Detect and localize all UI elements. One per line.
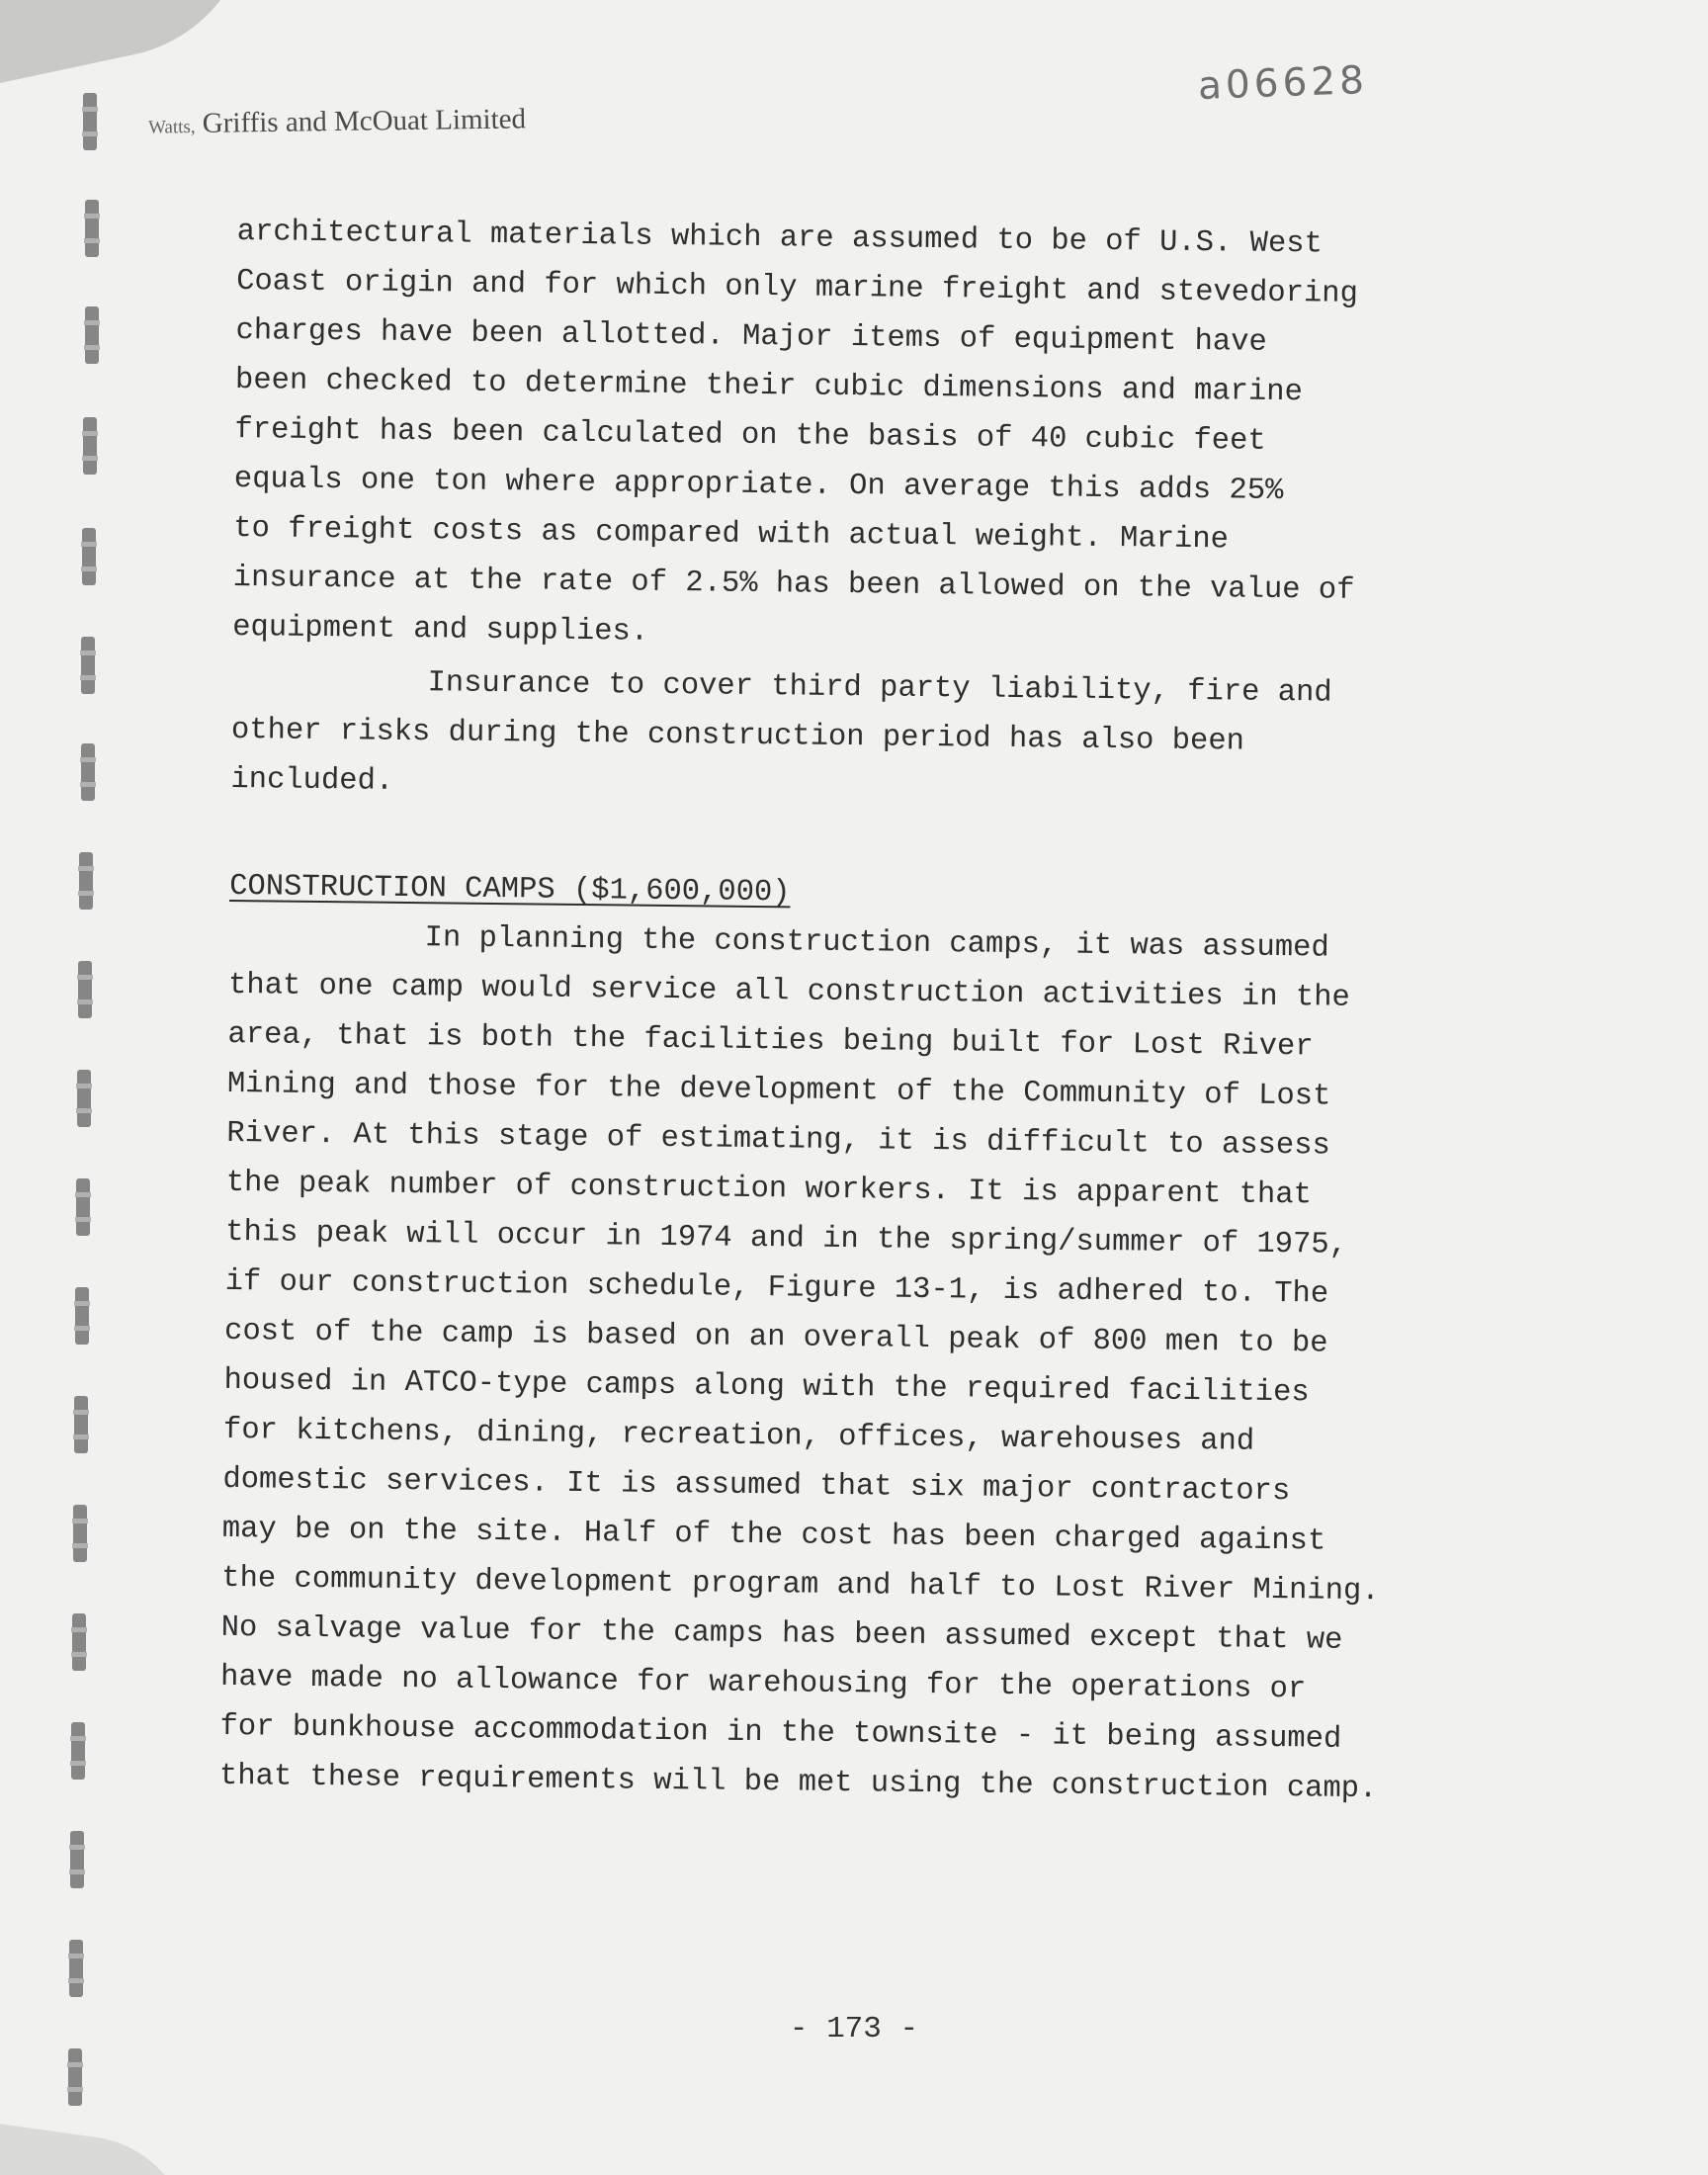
binding-hole	[69, 1940, 83, 1997]
paragraph-line: Mining and those for the development of the Community of Lost	[226, 1067, 1331, 1114]
binding-hole	[83, 417, 97, 475]
paragraph-line: In planning the construction camps, it was assumed	[424, 921, 1329, 966]
paragraph-line: that these requirements will be met using the construction camp.	[218, 1759, 1378, 1807]
paragraph-line: the peak number of construction workers. It is apparent that	[225, 1166, 1313, 1213]
binding-hole	[70, 1831, 84, 1888]
paragraph-line: cost of the camp is based on an overall peak of 800 men to be	[223, 1314, 1328, 1361]
document-number: a06628	[1197, 58, 1369, 109]
paragraph-line: for kitchens, dining, recreation, offices, warehouses and	[222, 1413, 1255, 1459]
paragraph-line: other risks during the construction period has also been	[230, 713, 1245, 759]
paragraph-line: insurance at the rate of 2.5% has been allowed on the value of	[232, 561, 1355, 608]
paragraph-construction-camps	[219, 912, 1514, 1816]
letterhead-prefix: Watts,	[147, 117, 196, 138]
binding-hole	[74, 1396, 88, 1453]
paragraph-line: area, that is both the facilities being built for Lost River	[227, 1017, 1314, 1065]
paragraph-insurance	[230, 656, 1517, 820]
paragraph-line: freight has been calculated on the basis of 40 cubic feet	[234, 412, 1266, 459]
paragraph-line: the community development program and half to Lost River Mining.	[221, 1561, 1380, 1610]
letterhead-company-name: Griffis and McOuat Limited	[202, 103, 527, 139]
binding-hole	[79, 852, 93, 910]
paragraph-line: to freight costs as compared with actual weight. Marine	[233, 511, 1230, 558]
binding-hole	[85, 200, 99, 257]
paragraph-line: for bunkhouse accommodation in the townsite - it being assumed	[219, 1709, 1342, 1757]
binding-hole	[81, 743, 95, 801]
paragraph-line: Insurance to cover third party liability, fire and	[427, 666, 1332, 711]
document-body	[219, 208, 1522, 1816]
page-number: - 173 -	[789, 2012, 919, 2046]
paragraph-line: equipment and supplies.	[231, 610, 649, 650]
paragraph-line: this peak will occur in 1974 and in the spring/summer of 1975,	[225, 1215, 1348, 1262]
binding-hole	[83, 93, 97, 150]
paragraph-line: been checked to determine their cubic dimensions and marine	[234, 363, 1304, 410]
paragraph-line: that one camp would service all construction activities in the	[227, 968, 1350, 1015]
paragraph-line: equals one ton where appropriate. On average this adds 25%	[233, 462, 1284, 509]
binding-hole	[73, 1505, 87, 1562]
binding-hole	[75, 1287, 89, 1345]
binding-hole	[68, 2048, 82, 2106]
binding-hole	[77, 1070, 91, 1127]
binding-hole	[81, 637, 95, 694]
binding-hole	[76, 1178, 90, 1236]
section-heading: CONSTRUCTION CAMPS ($1,600,000)	[229, 869, 791, 911]
paragraph-line: domestic services. It is assumed that six major contractors	[222, 1462, 1291, 1510]
paragraph-line: charges have been allotted. Major items of equipment have	[235, 313, 1267, 360]
binding-hole	[85, 306, 99, 364]
binding-hole	[82, 528, 96, 585]
paragraph-line: No salvage value for the camps has been assumed except that we	[220, 1610, 1343, 1658]
spiral-binding	[0, 0, 138, 2175]
paragraph-line: River. At this stage of estimating, it is difficult to assess	[226, 1116, 1330, 1164]
paragraph-freight	[232, 208, 1522, 667]
binding-hole	[72, 1613, 86, 1671]
binding-hole	[78, 961, 92, 1018]
paragraph-line: if our construction schedule, Figure 13-1, is adhered to. The	[224, 1264, 1329, 1312]
paragraph-line: have made no allowance for warehousing for the operations or	[219, 1660, 1307, 1707]
letterhead	[148, 103, 526, 140]
paragraph-line: architectural materials which are assumed to be of U.S. West	[236, 215, 1324, 262]
paragraph-line: housed in ATCO-type camps along with the required facilities	[223, 1363, 1310, 1411]
paragraph-line: Coast origin and for which only marine freight and stevedoring	[235, 264, 1359, 311]
paragraph-line: may be on the site. Half of the cost has been charged against	[221, 1512, 1326, 1559]
paragraph-line: included.	[230, 762, 394, 799]
binding-hole	[71, 1722, 85, 1780]
